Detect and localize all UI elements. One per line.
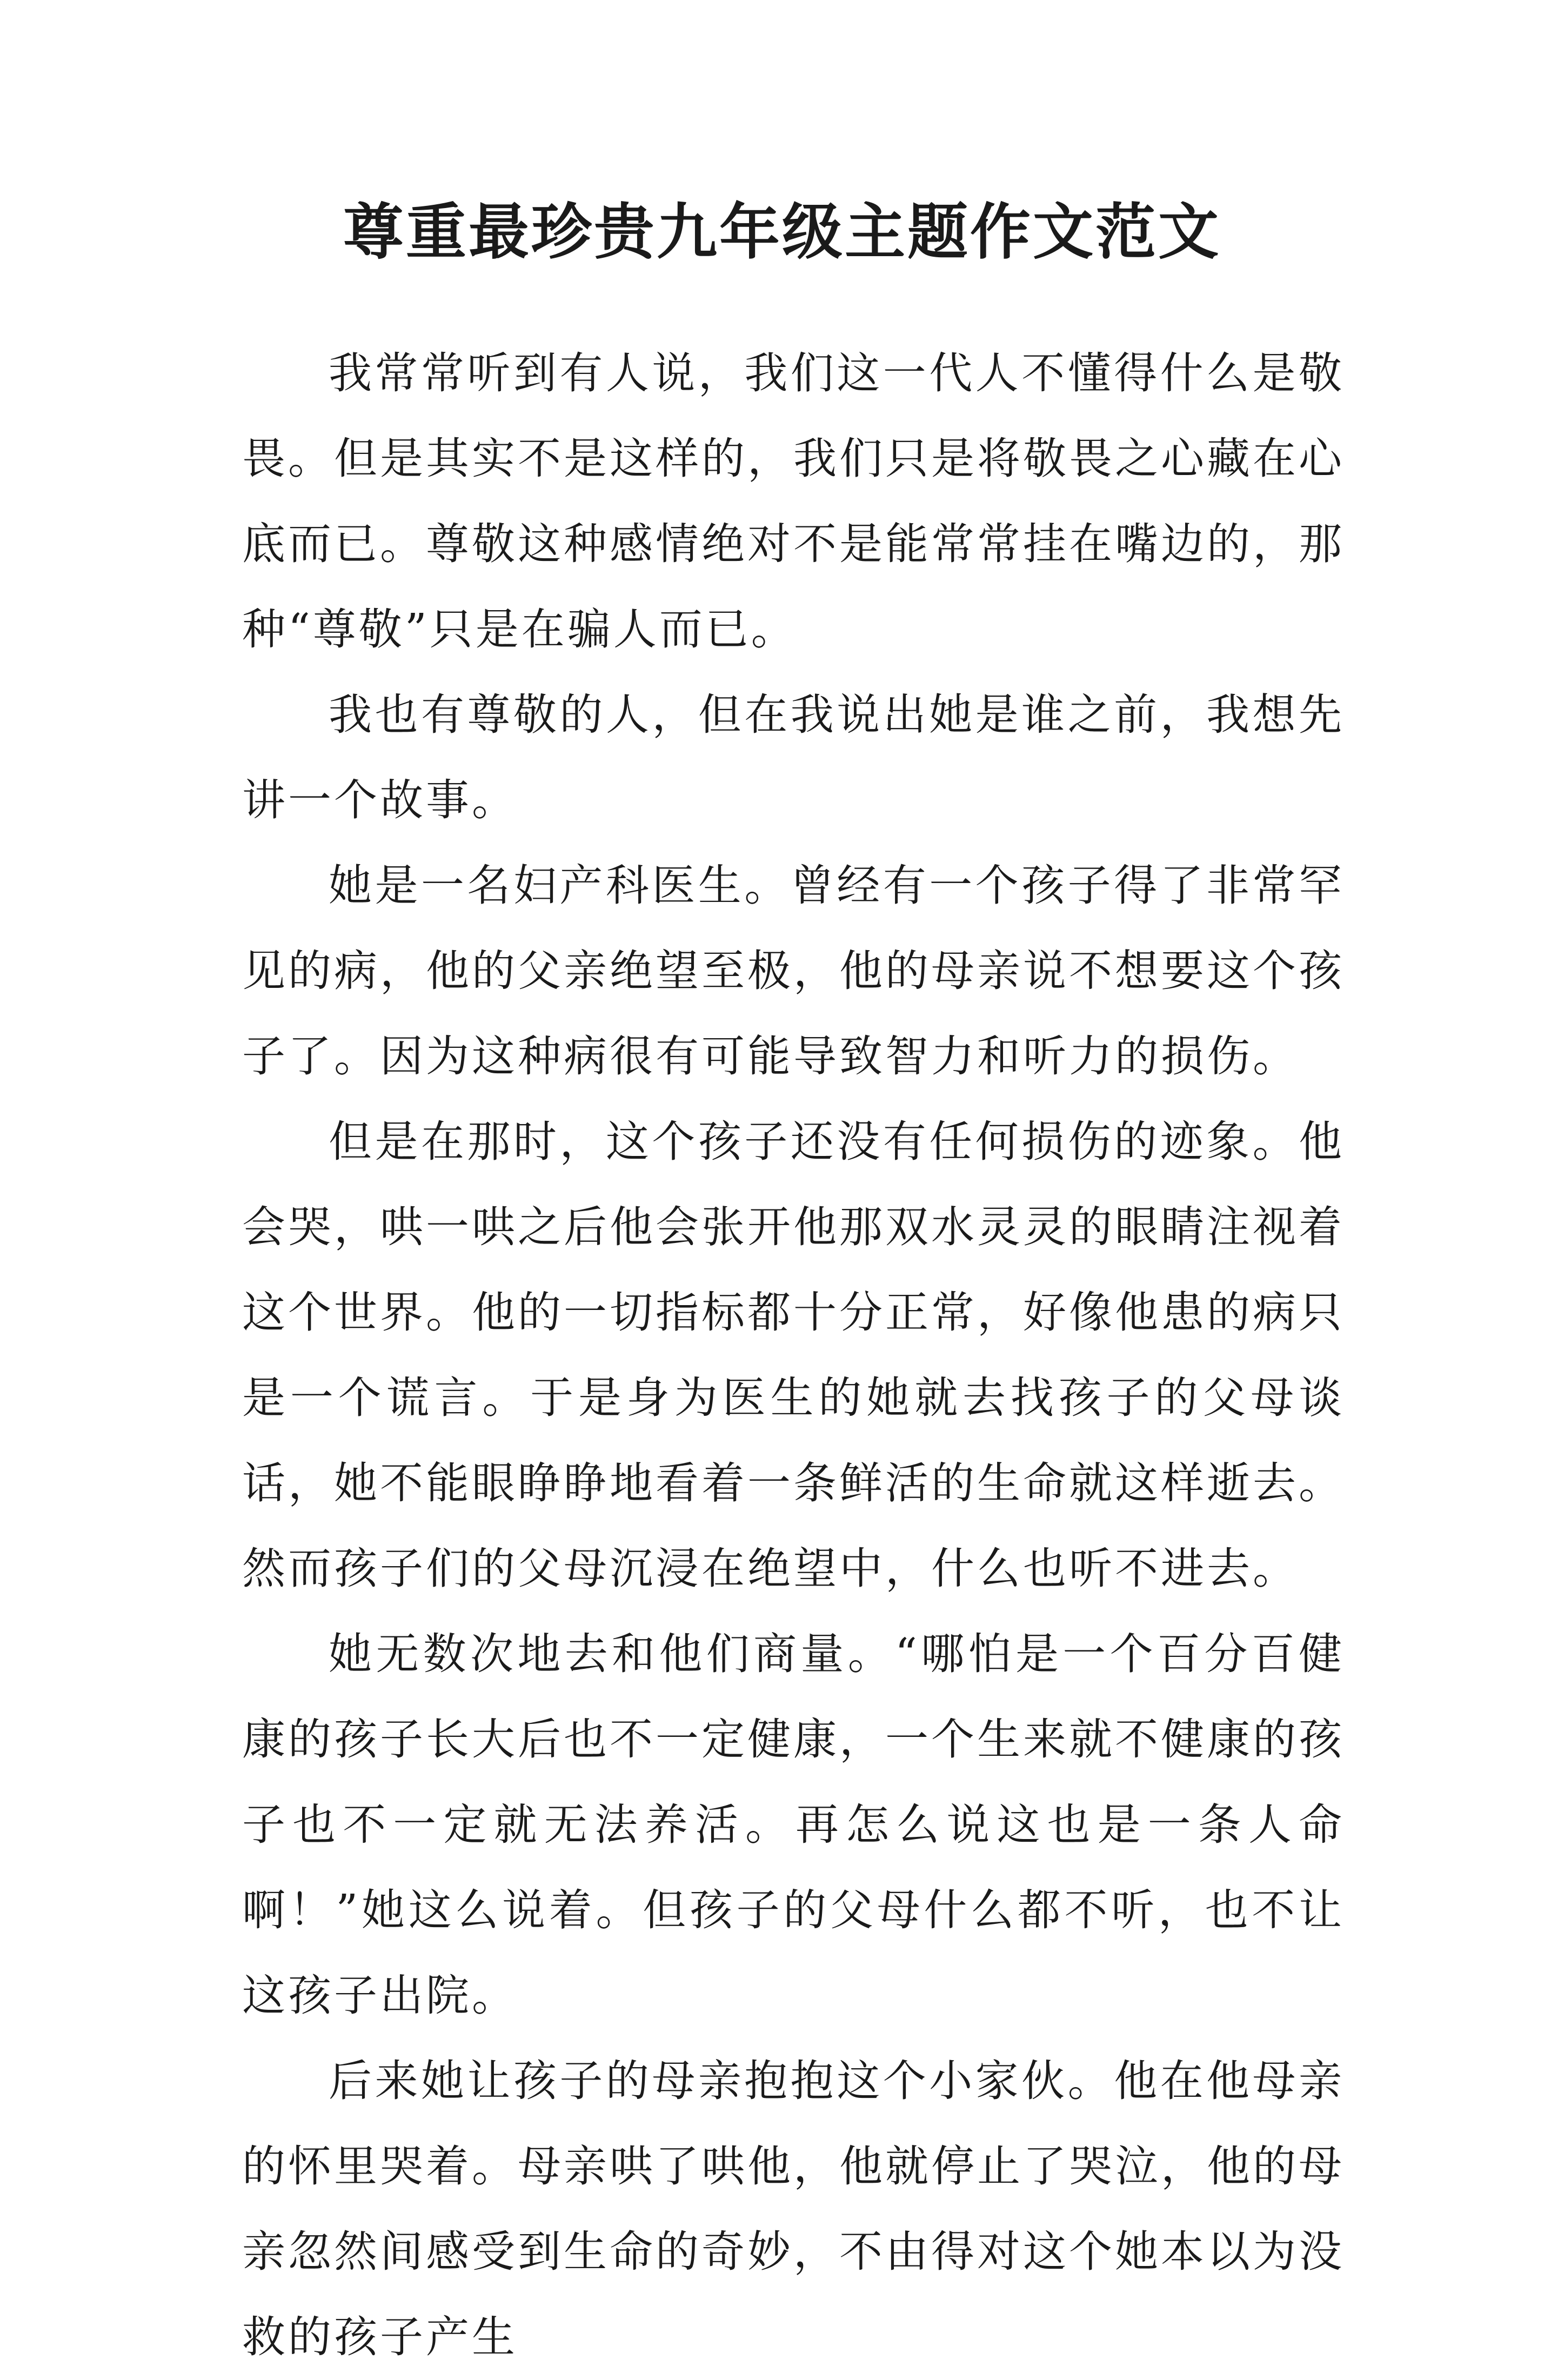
document-title: 尊重最珍贵九年级主题作文范文 <box>343 197 1221 268</box>
paragraph: 但是在那时，这个孩子还没有任何损伤的迹象。他会哭，哄一哄之后他会张开他那双水灵灵的眼睛注视着这个世界。他的一切指标都十分正常，好像他患的病只是一个谎言。于是身为医生的她就去找孩子的父母谈话，她不能眼睁睁地看着一条鲜活的生命就这样逝去。然而孩子们的父母沉浸在绝望中，什么也听不进去。 <box>242 1117 1345 1594</box>
paragraph: 她无数次地去和他们商量。“哪怕是一个百分百健康的孩子长大后也不一定健康，一个生来就不健康的孩子也不一定就无法养活。再怎么说这也是一条人命啊！”她这么说着。但孩子的父母什么都不听，也不让这孩子出院。 <box>242 1629 1345 2021</box>
paragraph: 我也有尊敬的人，但在我说出她是谁之前，我想先讲一个故事。 <box>242 690 1345 825</box>
paragraph: 后来她让孩子的母亲抱抱这个小家伙。他在他母亲的怀里哭着。母亲哄了哄他，他就停止了哭泣，他的母亲忽然间感受到生命的奇妙，不由得对这个她本以为没救的孩子产生 <box>242 2056 1345 2362</box>
paragraph: 她是一名妇产科医生。曾经有一个孩子得了非常罕见的病，他的父亲绝望至极，他的母亲说不想要这个孩子了。因为这种病很有可能导致智力和听力的损伤。 <box>242 860 1345 1081</box>
document-body <box>242 331 1345 2380</box>
paragraph: 我常常听到有人说，我们这一代人不懂得什么是敬畏。但是其实不是这样的，我们只是将敬畏之心藏在心底而已。尊敬这种感情绝对不是能常常挂在嘴边的，那种“尊敬”只是在骗人而已。 <box>242 348 1345 654</box>
